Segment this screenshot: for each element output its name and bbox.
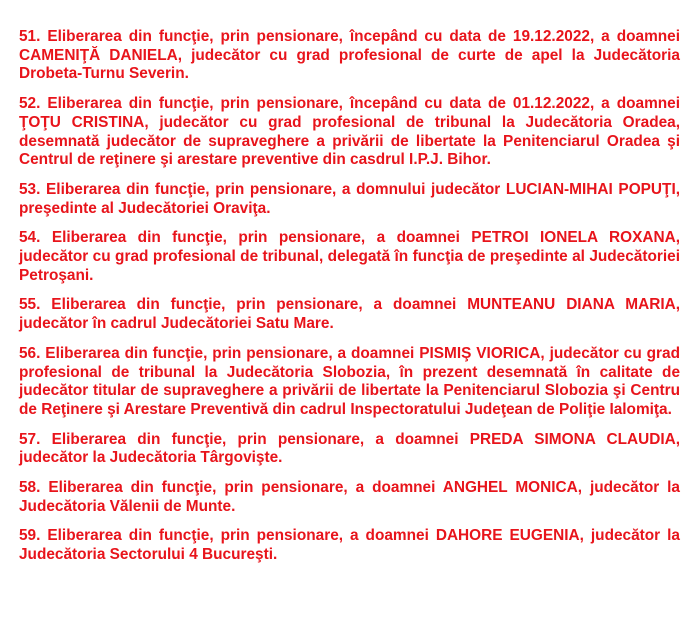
list-item-56: 56. Eliberarea din funcţie, prin pensionare, a doamnei PISMIŞ VIORICA, judecător cu grad profesional de tribunal la Judecătoria Slobozia, în prezent desemnată în calitate de judecător titular de supraveghere a privării de libertate la Penitenciarul Slobozia şi Centru de Reţinere şi Arestare Preventivă din cadrul Inspectoratului Judeţean de Poliţie Ialomiţa. bbox=[19, 344, 680, 418]
list-item-54: 54. Eliberarea din funcţie, prin pensionare, a doamnei PETROI IONELA ROXANA, judecător cu grad profesional de tribunal, delegată în funcţia de preşedinte al Judecătoriei Petroşani. bbox=[19, 229, 680, 284]
list-item-53: 53. Eliberarea din funcţie, prin pensionare, a domnului judecător LUCIAN-MIHAI POPUŢI, preşedinte al Judecătoriei Oraviţa. bbox=[19, 180, 680, 217]
list-item-52: 52. Eliberarea din funcţie, prin pensionare, începând cu data de 01.12.2022, a doamnei ŢOŢU CRISTINA, judecător cu grad profesional de tribunal la Judecătoria Oradea, desemnată judecător de supraveghere a privării de libertate la Penitenciarul Oradea şi Centrul de reţinere şi arestare preventive din casdrul I.P.J. Bihor. bbox=[19, 95, 680, 169]
list-item-55: 55. Eliberarea din funcţie, prin pensionare, a doamnei MUNTEANU DIANA MARIA, judecător în cadrul Judecătoriei Satu Mare. bbox=[19, 296, 680, 333]
list-item-59: 59. Eliberarea din funcţie, prin pensionare, a doamnei DAHORE EUGENIA, judecător la Judecătoria Sectorului 4 Bucureşti. bbox=[19, 527, 680, 564]
list-item-51: 51. Eliberarea din funcţie, prin pensionare, începând cu data de 19.12.2022, a doamnei CAMENIŢĂ DANIELA, judecător cu grad profesional de curte de apel la Judecătoria Drobeta-Turnu Severin. bbox=[19, 28, 680, 83]
list-item-57: 57. Eliberarea din funcţie, prin pensionare, a doamnei PREDA SIMONA CLAUDIA, judecător la Judecătoria Târgovişte. bbox=[19, 430, 680, 467]
document-body bbox=[19, 28, 680, 565]
list-item-58: 58. Eliberarea din funcţie, prin pensionare, a doamnei ANGHEL MONICA, judecător la Judecătoria Vălenii de Munte. bbox=[19, 479, 680, 515]
